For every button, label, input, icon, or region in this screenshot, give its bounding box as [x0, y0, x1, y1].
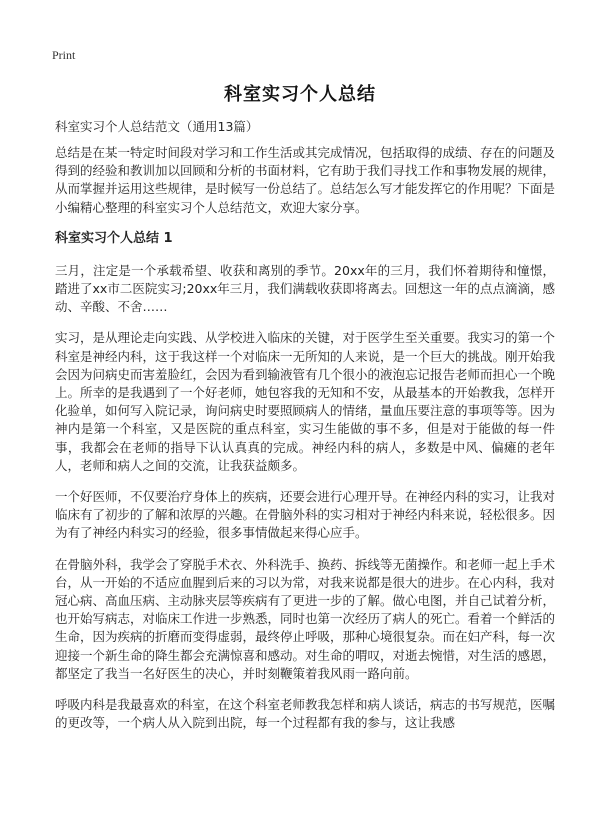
document-body [55, 118, 555, 732]
section-heading: 科室实习个人总结 1 [55, 230, 173, 246]
document-subtitle: 科室实习个人总结范文（通用13篇） [55, 119, 259, 134]
body-paragraph: 呼吸内科是我最喜欢的科室，在这个科室老师教我怎样和病人谈话，病志的书写规范，医嘱的更改等，一个病人从入院到出院，每一个过程都有我的参与，这让我感 [55, 697, 556, 731]
body-paragraph: 三月，注定是一个承载希望、收获和离别的季节。20xx年的三月，我们怀着期待和憧憬，踏进了xx市二医院实习;20xx年三月，我们满载收获即将离去。回想这一年的点点滴滴，感动、辛酸、不舍…… [55, 262, 555, 315]
body-paragraph: 实习，是从理论走向实践、从学校进入临床的关键，对于医学生至关重要。我实习的第一个科室是神经内科，这于我这样一个对临床一无所知的人来说，是一个巨大的挑战。刚开始我会因为问病史而害羞脸红，会因为看到输液管有几个很小的液泡忘记报告老师而担心一个晚上。所幸的是我遇到了一个好老师，她包容我的无知和不安，从最基本的开始教我，怎样开化验单，如何写入院记录，询问病史时要照顾病人的情绪，量血压要注意的事项等等。因为神内是第一个科室，又是医院的重点科室，实习生能做的事不多，但是对于能做的每一件事，我都会在老师的指导下认认真真的完成。神经内科的病人，多数是中风、偏瘫的老年人，老师和病人之间的交流，让我获益颇多。 [55, 330, 556, 473]
intro-paragraph: 总结是在某一特定时间段对学习和工作生活或其完成情况，包括取得的成绩、存在的问题及得到的经验和教训加以回顾和分析的书面材料，它有助于我们寻找工作和事物发展的规律，从而掌握并运用这些规律，是时候写一份总结了。总结怎么写才能发挥它的作用呢？下面是小编精心整理的科室实习个人总结范文，欢迎大家分享。 [55, 145, 556, 215]
print-link[interactable]: Print [52, 48, 76, 62]
page-title: 科室实习个人总结 [224, 84, 376, 105]
body-paragraph: 一个好医师，不仅要治疗身体上的疾病，还要会进行心理开导。在神经内科的实习，让我对临床有了初步的了解和浓厚的兴趣。在骨脑外科的实习相对于神经内科来说，轻松很多。因为有了神经内科实习的经验，很多事情做起来得心应手。 [55, 489, 556, 541]
body-paragraph: 在骨脑外科，我学会了穿脱手术衣、外科洗手、换药、拆线等无菌操作。和老师一起上手术台，从一开始的不适应血腥到后来的习以为常，对我来说都是很大的进步。在心内科，我对冠心病、高血压病、主动脉夹层等疾病有了更进一步的了解。做心电图，并自己试着分析，也开始写病志，对临床工作进一步熟悉，同时也第一次经历了病人的死亡。看着一个鲜活的生命，因为疾病的折磨而变得虚弱，最终停止呼吸，那种心境很复杂。而在妇产科，每一次迎接一个新生命的降生都会充满惊喜和感动。对生命的喟叹，对逝去惋惜，对生活的感恩，都坚定了我当一名好医生的决心，并时刻鞭策着我风雨一路向前。 [55, 556, 556, 681]
